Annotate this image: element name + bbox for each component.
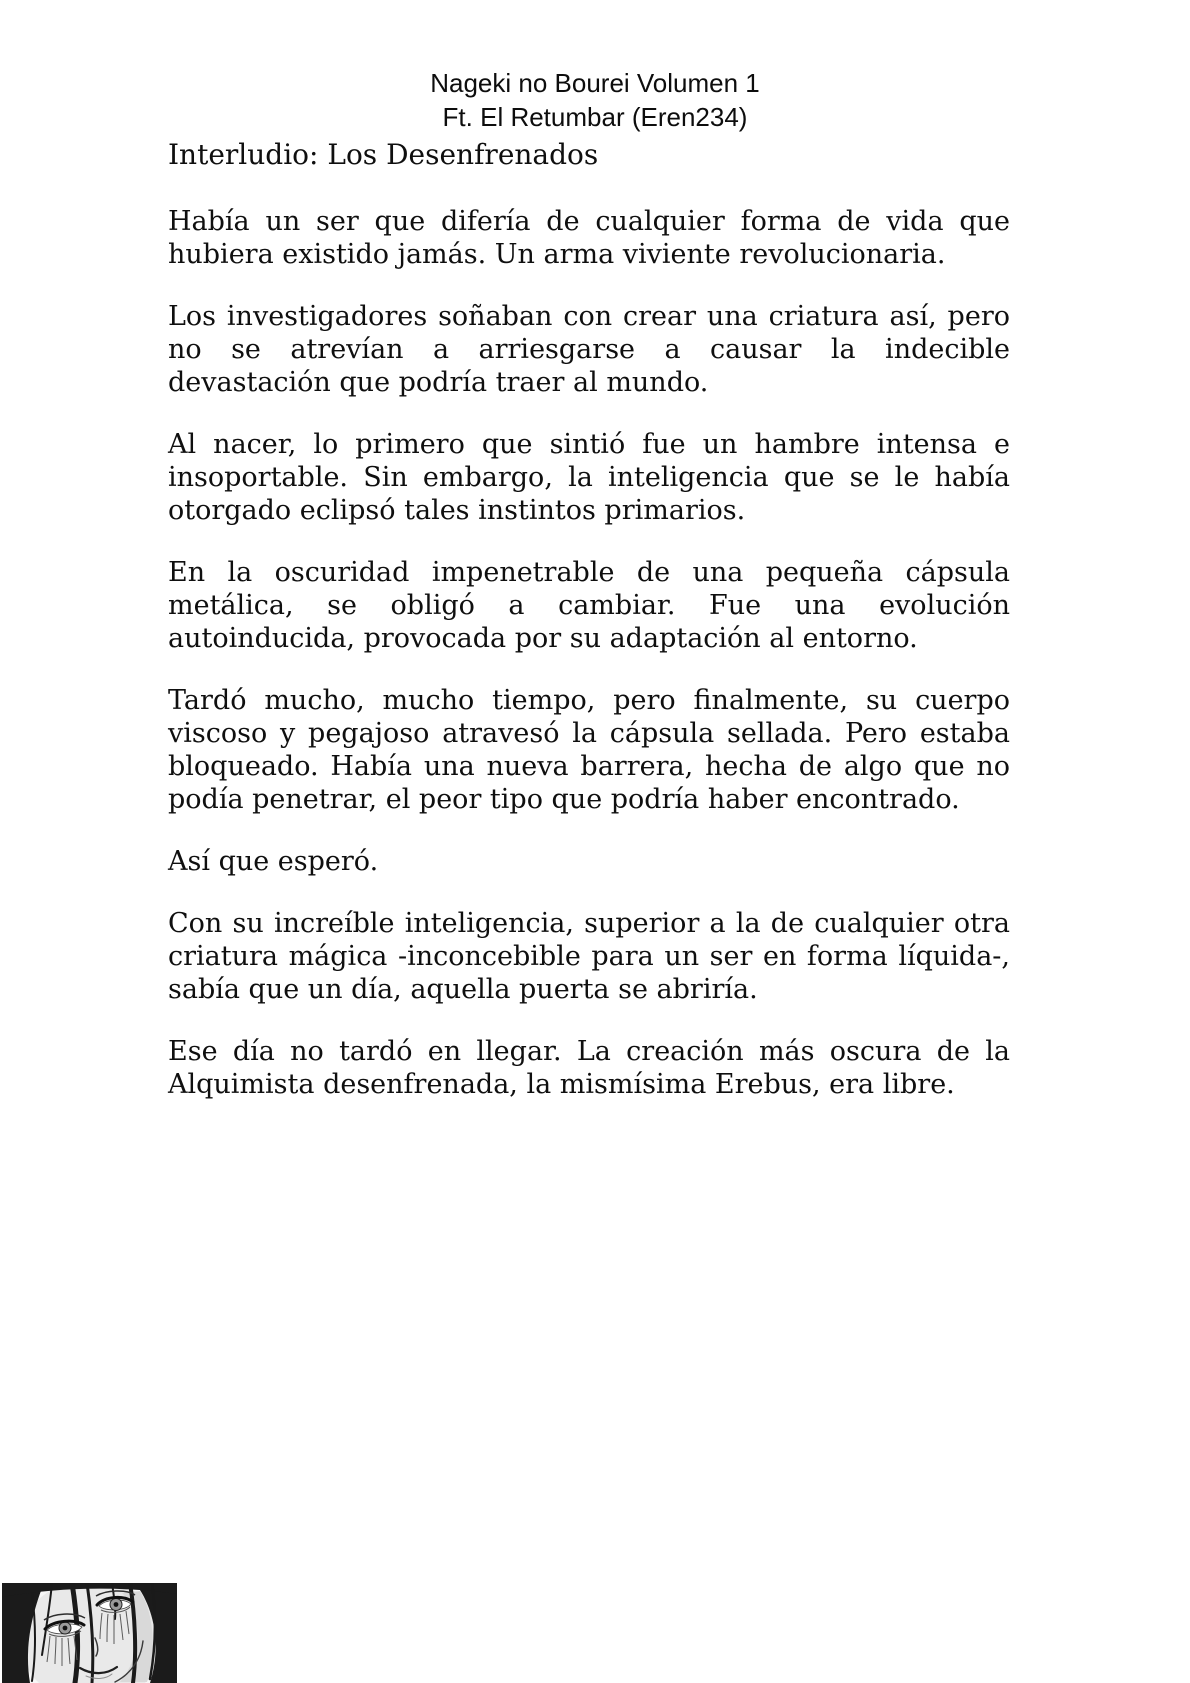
header-subtitle: Ft. El Retumbar (Eren234) [442, 102, 748, 132]
paragraph-7: Con su increíble inteligencia, superior a la de cualquier otra criatura mágica -inconcebible para un ser en forma líquida-, sabía que un día, aquella puerta se abriría. [168, 908, 1010, 1005]
document-header [0, 66, 1190, 134]
paragraph-6: Así que esperó. [168, 846, 379, 877]
paragraph-1: Había un ser que difería de cualquier forma de vida que hubiera existido jamás. Un arma viviente revolucionaria. [168, 206, 1010, 270]
section-title: Interludio: Los Desenfrenados [168, 138, 599, 171]
document-body [168, 138, 1010, 1130]
manga-face-illustration [2, 1583, 177, 1683]
header-title: Nageki no Bourei Volumen 1 [430, 68, 760, 98]
paragraph-3: Al nacer, lo primero que sintió fue un hambre intensa e insoportable. Sin embargo, la inteligencia que se le había otorgado eclipsó tales instintos primarios. [168, 429, 1010, 526]
paragraph-2: Los investigadores soñaban con crear una criatura así, pero no se atrevían a arriesgarse a causar la indecible devastación que podría traer al mundo. [168, 301, 1010, 398]
paragraph-8: Ese día no tardó en llegar. La creación más oscura de la Alquimista desenfrenada, la mismísima Erebus, era libre. [168, 1036, 1010, 1100]
paragraph-4: En la oscuridad impenetrable de una pequeña cápsula metálica, se obligó a cambiar. Fue una evolución autoinducida, provocada por su adaptación al entorno. [168, 557, 1010, 654]
paragraph-5: Tardó mucho, mucho tiempo, pero finalmente, su cuerpo viscoso y pegajoso atravesó la cápsula sellada. Pero estaba bloqueado. Había una nueva barrera, hecha de algo que no podía penetrar, el peor tipo que podría haber encontrado. [168, 685, 1010, 815]
manga-face-image [2, 1583, 177, 1683]
